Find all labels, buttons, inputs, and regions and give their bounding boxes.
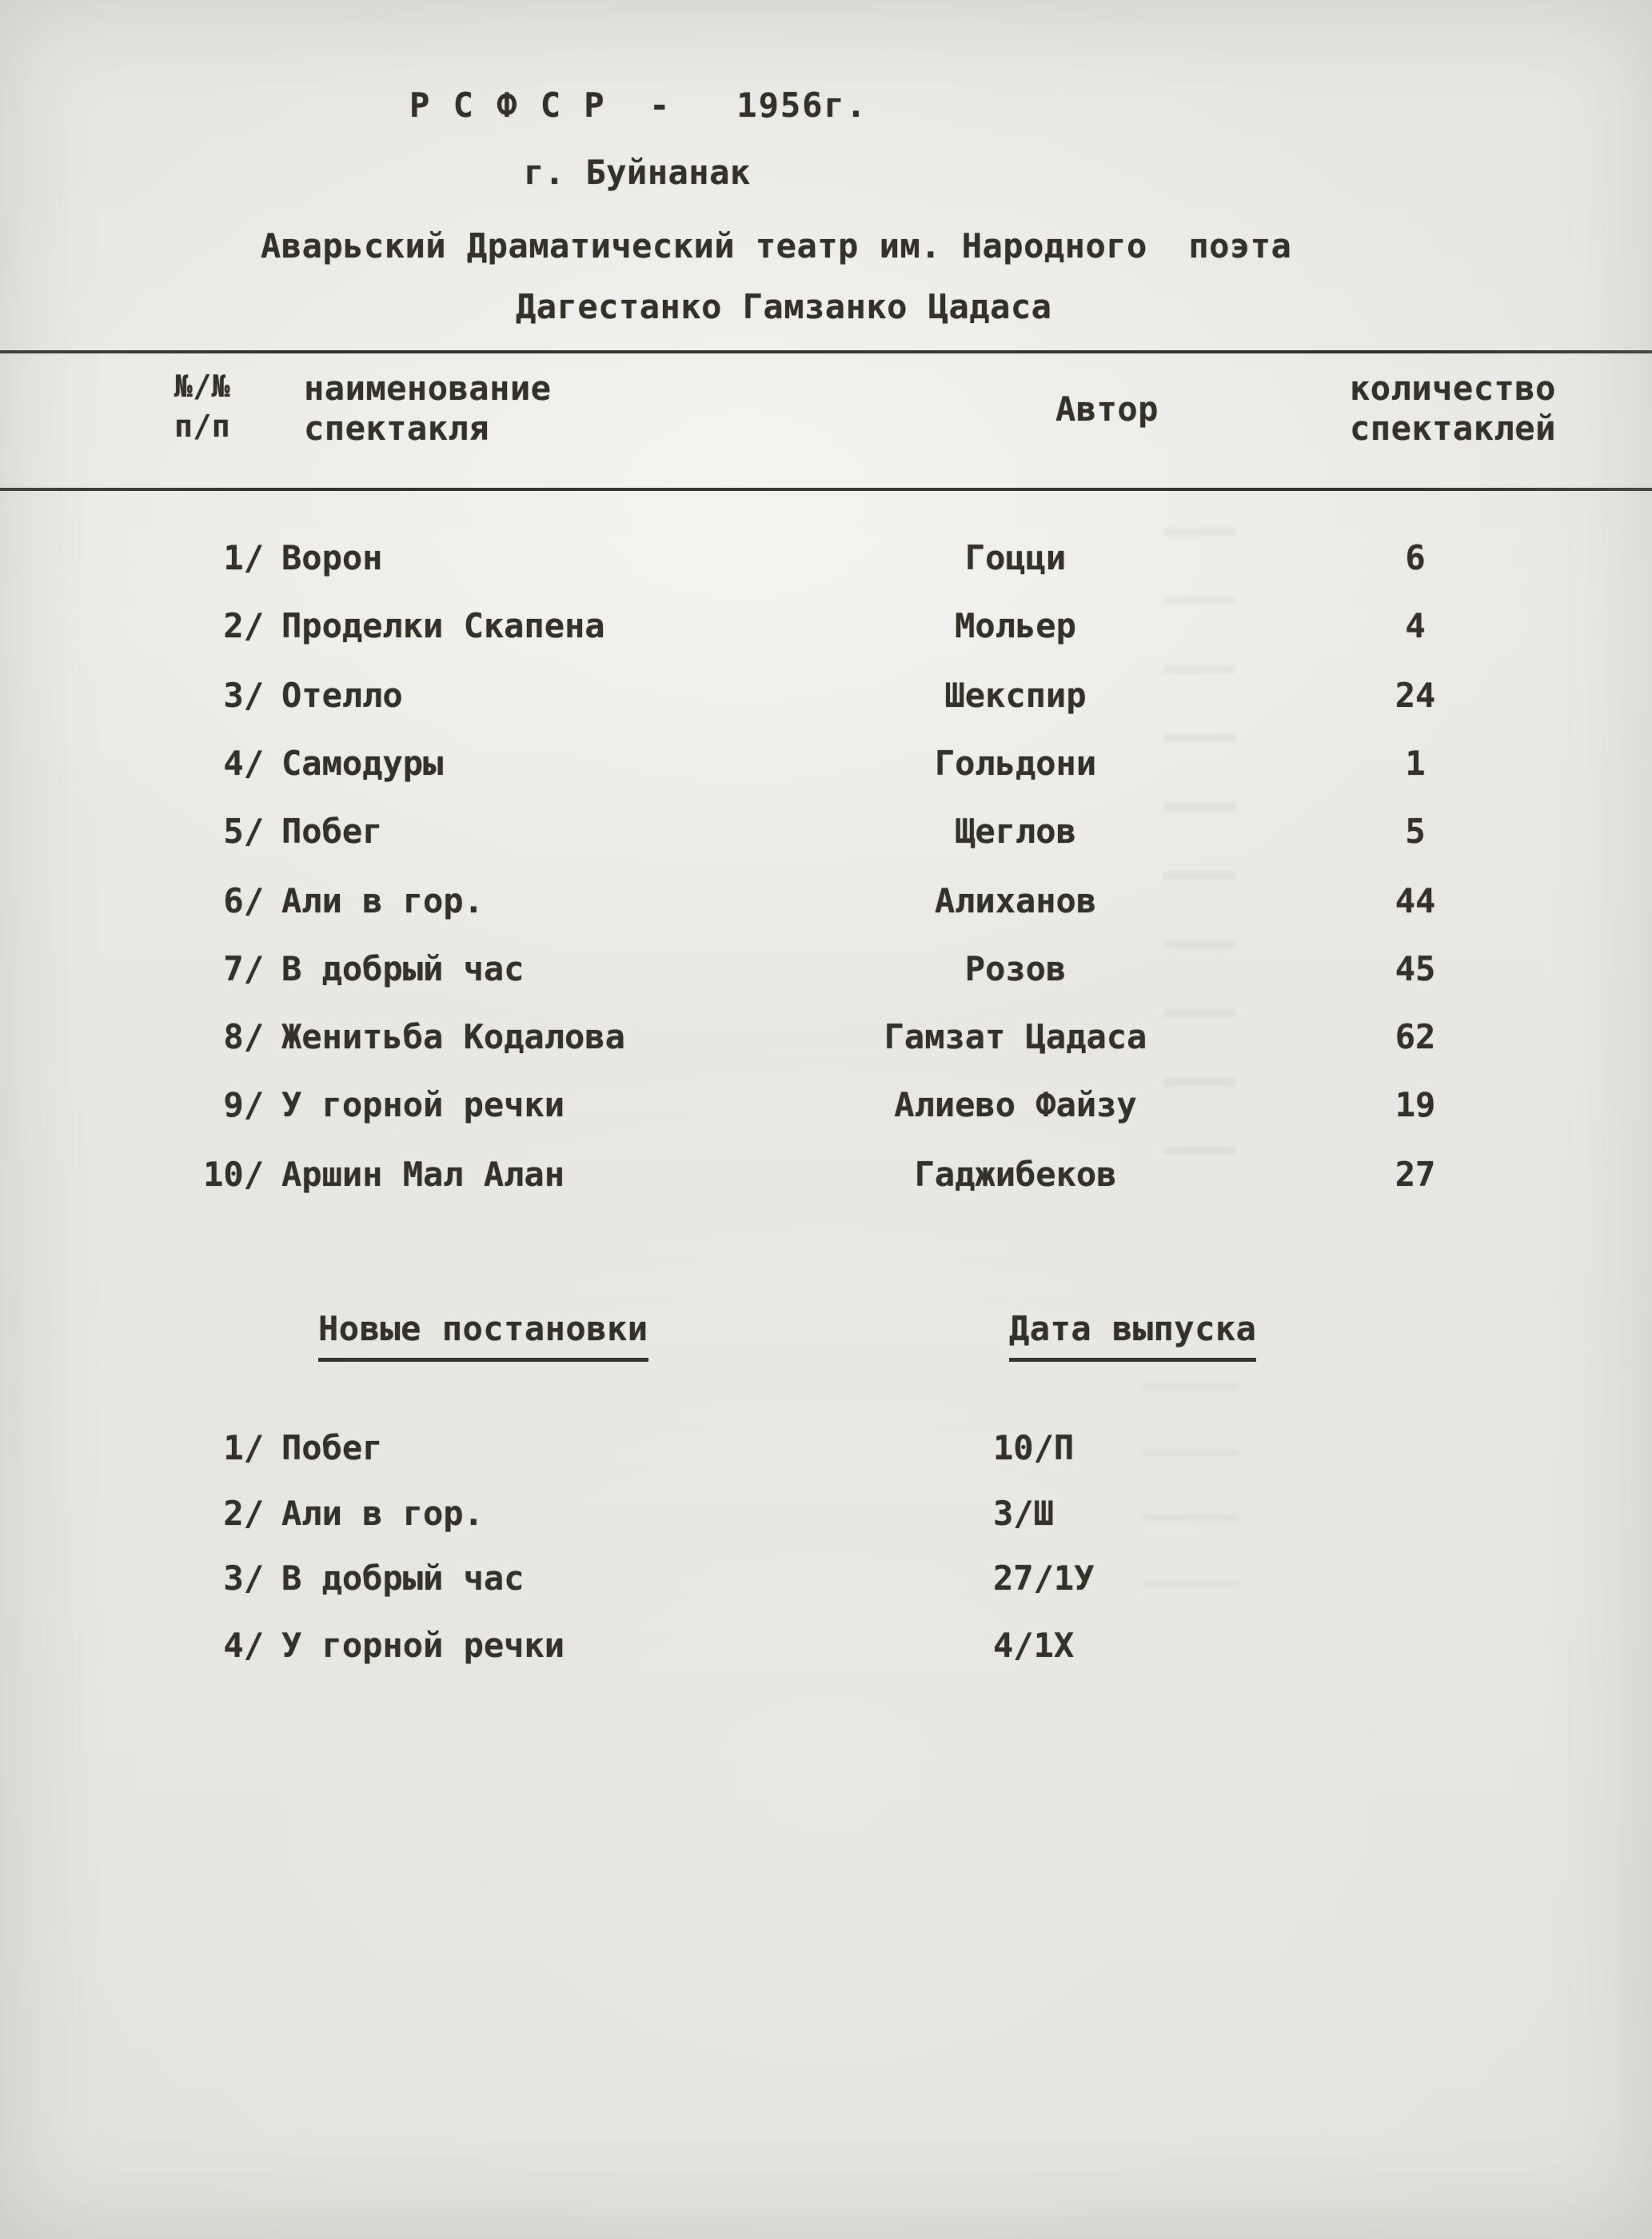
performance-count: 45 [1395,949,1436,988]
play-author: Розов [964,949,1067,988]
performance-count: 19 [1395,1085,1436,1124]
performance-count: 1 [1405,744,1426,783]
play-title: У горной речки [281,1085,565,1124]
row-number: 1/ [223,538,264,577]
play-title: Самодуры [281,744,444,783]
row-number: 5/ [223,812,264,851]
header-author: Автор [1055,389,1159,429]
play-title: Отелло [281,676,403,715]
play-author: Гольдони [934,744,1097,783]
play-title: В добрый час [281,949,525,988]
play-title: Побег [281,1428,383,1467]
document-city: г. Буйнанак [524,153,751,192]
play-author: Мольер [955,606,1076,645]
play-title: Али в гор. [281,881,484,920]
row-number: 8/ [223,1017,264,1056]
play-author: Алиханов [934,881,1097,920]
table-row [0,881,1652,929]
play-title: Аршин Мал Алан [281,1155,565,1194]
row-number: 2/ [223,1494,264,1533]
play-author: Алиево Файзу [894,1085,1137,1124]
performance-count: 4 [1405,606,1426,645]
release-date: 4/1Х [993,1626,1075,1665]
release-date-heading: Дата выпуска [1009,1310,1256,1362]
row-number: 3/ [223,676,264,715]
list-item [0,1494,1652,1542]
table-row [0,606,1652,654]
row-number: 3/ [223,1559,264,1598]
list-item [0,1428,1652,1476]
document-title-year: Р С Ф С Р - 1956г. [409,86,868,125]
play-title: В добрый час [281,1559,525,1598]
play-title: Проделки Скапена [281,606,605,645]
table-row [0,812,1652,860]
table-row [0,1155,1652,1203]
row-number: 1/ [223,1428,264,1467]
performance-count: 24 [1395,676,1436,715]
table-row [0,538,1652,586]
table-row [0,1085,1652,1133]
new-productions-heading: Новые постановки [318,1310,648,1362]
header-num-top: №/№ [174,369,231,404]
release-date: 3/Ш [993,1494,1054,1533]
row-number: 6/ [223,881,264,920]
performance-count: 27 [1395,1155,1436,1194]
play-title: Али в гор. [281,1494,484,1533]
play-author: Щеглов [955,812,1076,851]
table-row [0,744,1652,792]
play-title: У горной речки [281,1626,565,1665]
header-name-bottom: спектакля [304,409,490,448]
table-row [0,949,1652,997]
performance-count: 6 [1405,538,1426,577]
header-name-top: наименование [304,369,552,408]
performance-count: 62 [1395,1017,1436,1056]
header-num-bottom: п/п [174,409,231,444]
table-top-rule [0,350,1652,353]
performance-count: 5 [1405,812,1426,851]
row-number: 7/ [223,949,264,988]
play-title: Ворон [281,538,383,577]
play-title: Женитьба Кодалова [281,1017,625,1056]
list-item [0,1626,1652,1674]
table-row [0,676,1652,724]
row-number: 2/ [223,606,264,645]
play-title: Побег [281,812,383,851]
play-author: Гаджибеков [914,1155,1117,1194]
play-author: Гамзат Цадаса [884,1017,1147,1056]
release-date: 27/1У [993,1559,1095,1598]
release-date: 10/П [993,1428,1075,1467]
header-count-top: количество [1350,369,1556,408]
table-row [0,1017,1652,1065]
performance-count: 44 [1395,881,1436,920]
list-item [0,1559,1652,1606]
row-number: 4/ [223,1626,264,1665]
row-number: 9/ [223,1085,264,1124]
table-header-rule [0,488,1652,491]
play-author: Шекспир [944,676,1087,715]
theatre-name-line1: Аварьский Драматический театр им. Народного поэта [261,226,1292,265]
row-number: 10/ [203,1155,264,1194]
row-number: 4/ [223,744,264,783]
header-count-bottom: спектаклей [1350,409,1556,448]
theatre-name-line2: Дагестанко Гамзанко Цадаса [516,287,1052,326]
play-author: Гоцци [964,538,1067,577]
